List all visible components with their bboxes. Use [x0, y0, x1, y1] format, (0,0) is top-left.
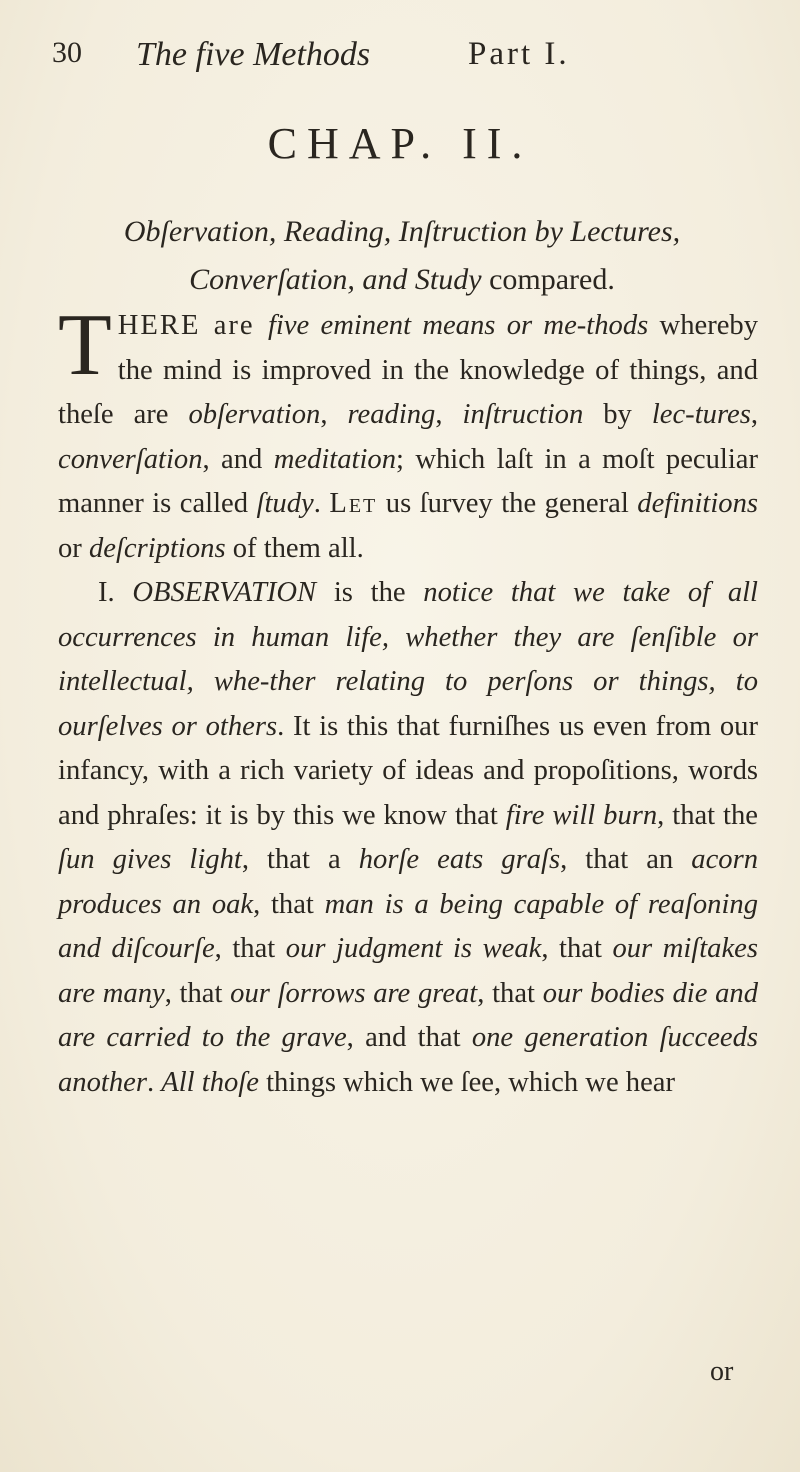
text-run: , that [541, 933, 613, 964]
text-run-small-caps: Let [329, 488, 378, 519]
text-run-italic: our judgment is weak [285, 933, 542, 964]
text-run: , [750, 399, 758, 430]
text-run: , that [214, 933, 286, 964]
text-run: things which we ſee, which we hear [258, 1066, 675, 1098]
text-run: , that [477, 977, 543, 1009]
text-run: is the [316, 577, 424, 608]
text-run-italic: inſtruction [462, 399, 584, 430]
text-run-italic: five eminent means or me-thods [267, 310, 649, 341]
text-run-italic: one generation ſucceeds another [58, 1022, 758, 1098]
text-run-italic: meditation [273, 443, 397, 475]
text-run: , that the [657, 799, 758, 831]
text-run: , that [164, 977, 231, 1009]
text-run-italic: OBSERVATION [132, 577, 317, 608]
text-run-italic: converſation [58, 443, 203, 475]
text-run: ; which laſt in a moſt peculiar manner is called [58, 443, 758, 519]
page-number: 30 [52, 36, 82, 69]
text-run: or [58, 532, 89, 564]
text-run: , [320, 399, 348, 430]
part-label: Part I. [468, 36, 570, 72]
text-run: by [583, 399, 652, 430]
text-run: HERE are [117, 310, 268, 341]
text-run: . It is this that furniſhes us even from our infancy, with a rich variety of ideas and propoſitions, words and phraſes: it is by this we know that [58, 710, 758, 831]
text-run: I. [98, 577, 133, 608]
text-run-italic: our bodies die and are carried to the grave [58, 977, 759, 1053]
text-run-italic: deſcriptions [88, 532, 226, 564]
chapter-heading: CHAP. II. [267, 119, 533, 168]
text-run: , that an [560, 844, 692, 875]
text-run: , that [253, 888, 325, 920]
text-run-italic: acorn produces an oak [58, 844, 759, 920]
running-title: The five Methods [136, 36, 371, 73]
text-run-italic: fire will burn [505, 799, 658, 831]
subtitle-italic-part-2: Converſation, and Study [189, 263, 482, 296]
text-run: whereby the mind is improved in the knowledge of things, and theſe are [58, 310, 758, 430]
text-run-italic: definitions [637, 488, 758, 519]
text-run: . [146, 1066, 162, 1098]
text-run-italic: ſun gives light [58, 844, 242, 875]
text-run-italic: notice that we take of all occurrences in human life, whether they are ſenſible or intellectual, whe-ther relating to perſons or things, to ourſelves or others [58, 577, 759, 742]
text-run: of them all. [225, 532, 364, 564]
text-run: , and [202, 443, 274, 475]
subtitle-italic-part-1: Obſervation, Reading, Inſtruction by Lectures, [123, 215, 681, 248]
text-run-italic: man is a being capable of reaſoning and diſcourſe [58, 888, 758, 964]
text-run-italic: reading [347, 399, 436, 430]
paragraph-observation [58, 571, 758, 1105]
text-run-italic: horſe eats graſs [358, 844, 561, 875]
text-run-italic: our ſorrows are great [230, 977, 478, 1009]
text-run: us ſurvey the general [377, 488, 638, 519]
text-run: . [313, 488, 330, 519]
text-run-italic: lec-tures [651, 399, 751, 430]
text-run-italic: ſtudy [256, 488, 314, 519]
body-text [58, 297, 759, 1105]
text-run: , and that [346, 1022, 472, 1053]
text-run-italic: our miſtakes are many [58, 933, 758, 1009]
paragraph-intro [58, 297, 758, 571]
drop-cap: T [58, 297, 112, 394]
chapter-subtitle [52, 208, 752, 304]
subtitle-roman-part: compared. [481, 263, 615, 296]
running-head [52, 36, 752, 80]
text-run: , [435, 399, 463, 430]
catchword: or [710, 1356, 734, 1387]
text-run-italic: obſervation [188, 399, 321, 430]
text-run: , that a [241, 844, 359, 875]
text-run-italic: All thoſe [161, 1066, 259, 1098]
